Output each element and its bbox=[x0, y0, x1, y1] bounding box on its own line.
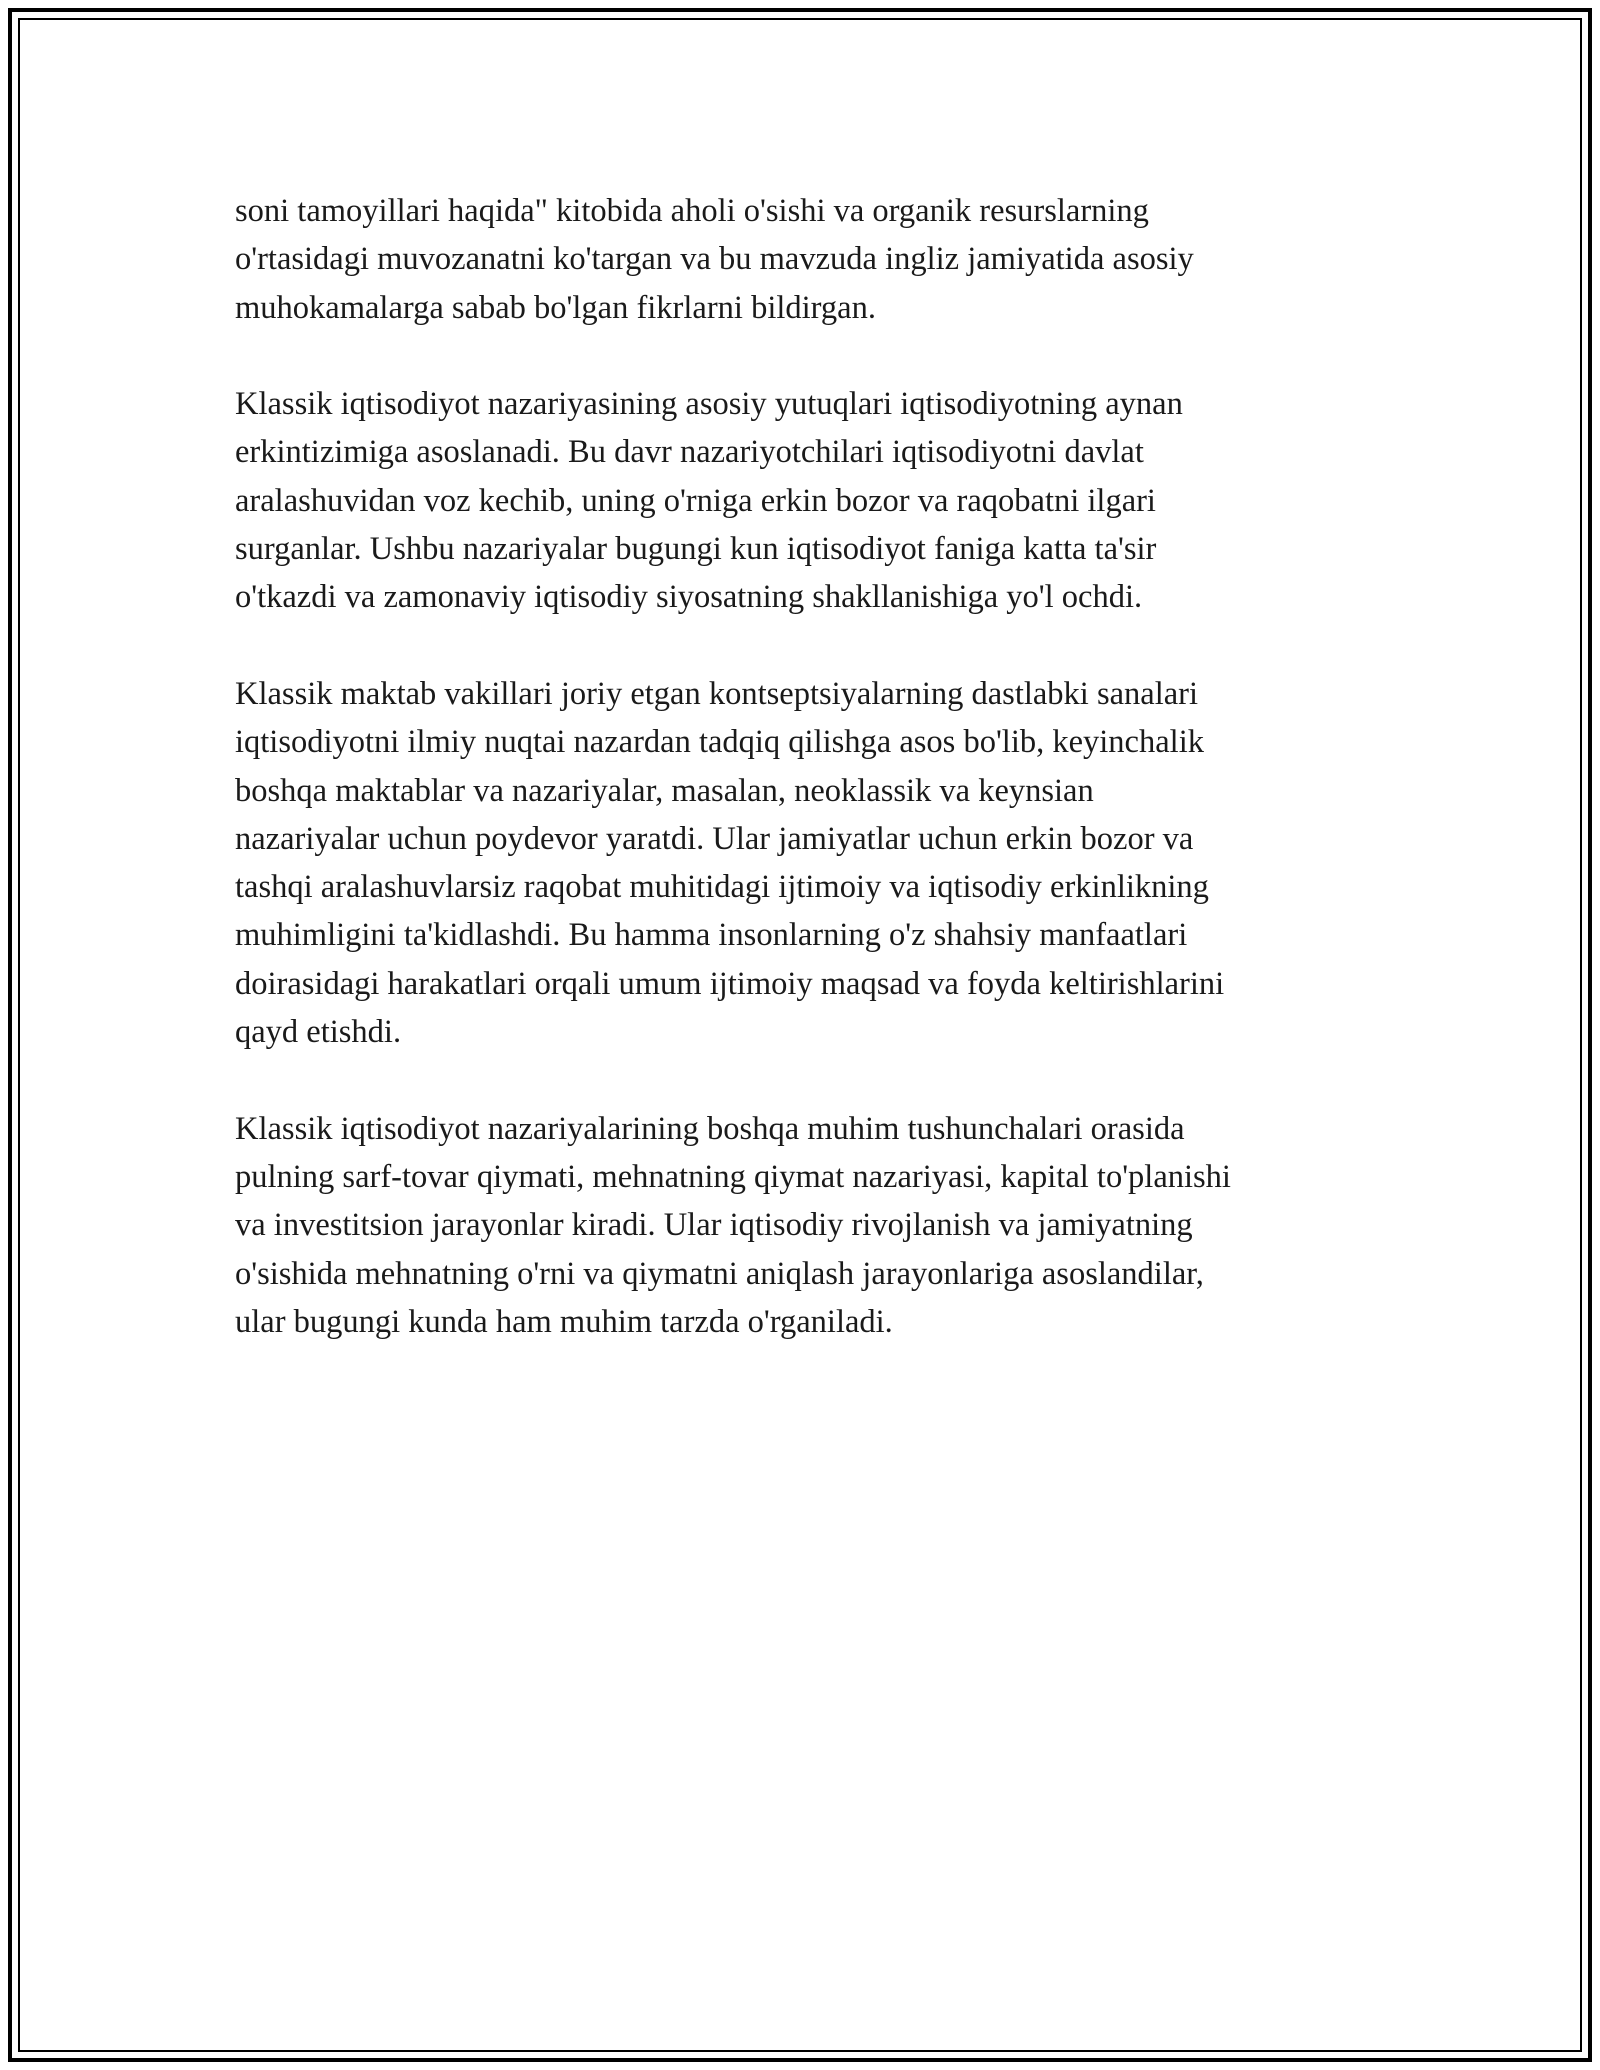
text-line: soni tamoyillari haqida" kitobida aholi o'sishi va organik resurslarning bbox=[235, 193, 1149, 229]
document-body bbox=[235, 187, 1370, 1394]
text-line: erkintizimiga asoslanadi. Bu davr nazariyotchilari iqtisodiyotni davlat bbox=[235, 434, 1144, 471]
text-line: va investitsion jarayonlar kiradi. Ular iqtisodiy rivojlanish va jamiyatning bbox=[235, 1207, 1193, 1244]
text-line: Klassik maktab vakillari joriy etgan kontseptsiyalarning dastlabki sanalari bbox=[235, 675, 1199, 712]
paragraph-2 bbox=[235, 380, 1370, 621]
text-line: boshqa maktablar va nazariyalar, masalan, neoklassik va keynsian bbox=[235, 772, 1094, 809]
text-line: muhimligini ta'kidlashdi. Bu hamma insonlarning o'z shahsiy manfaatlari bbox=[235, 917, 1188, 954]
text-line: doirasidagi harakatlari orqali umum ijtimoiy maqsad va foyda keltirishlarini bbox=[235, 965, 1225, 1002]
text-line: o'sishida mehnatning o'rni va qiymatni aniqlash jarayonlariga asoslandilar, bbox=[235, 1255, 1204, 1292]
paragraph-1 bbox=[235, 187, 1370, 332]
text-line: ular bugungi kunda ham muhim tarzda o'rganiladi. bbox=[235, 1303, 893, 1340]
text-line: o'rtasidagi muvozanatni ko'targan va bu mavzuda ingliz jamiyatida asosiy bbox=[235, 241, 1194, 278]
text-line: Klassik iqtisodiyot nazariyalarining boshqa muhim tushunchalari orasida bbox=[235, 1110, 1185, 1147]
paragraph-4 bbox=[235, 1105, 1370, 1346]
text-line: qayd etishdi. bbox=[235, 1014, 402, 1051]
text-line: muhokamalarga sabab bo'lgan fikrlarni bildirgan. bbox=[235, 289, 876, 326]
text-line: o'tkazdi va zamonaviy iqtisodiy siyosatning shakllanishiga yo'l ochdi. bbox=[235, 579, 1143, 616]
text-line: surganlar. Ushbu nazariyalar bugungi kun iqtisodiyot faniga katta ta'sir bbox=[235, 531, 1157, 568]
text-line: tashqi aralashuvlarsiz raqobat muhitidagi ijtimoiy va iqtisodiy erkinlikning bbox=[235, 869, 1209, 906]
text-line: iqtisodiyotni ilmiy nuqtai nazardan tadqiq qilishga asos bo'lib, keyinchalik bbox=[235, 724, 1204, 761]
paragraph-3 bbox=[235, 670, 1370, 1056]
text-line: nazariyalar uchun poydevor yaratdi. Ular jamiyatlar uchun erkin bozor va bbox=[235, 820, 1194, 857]
text-line: Klassik iqtisodiyot nazariyasining asosiy yutuqlari iqtisodiyotning aynan bbox=[235, 386, 1183, 423]
text-line: aralashuvidan voz kechib, uning o'rniga erkin bozor va raqobatni ilgari bbox=[235, 482, 1156, 519]
text-line: pulning sarf-tovar qiymati, mehnatning qiymat nazariyasi, kapital to'planishi bbox=[235, 1158, 1231, 1195]
